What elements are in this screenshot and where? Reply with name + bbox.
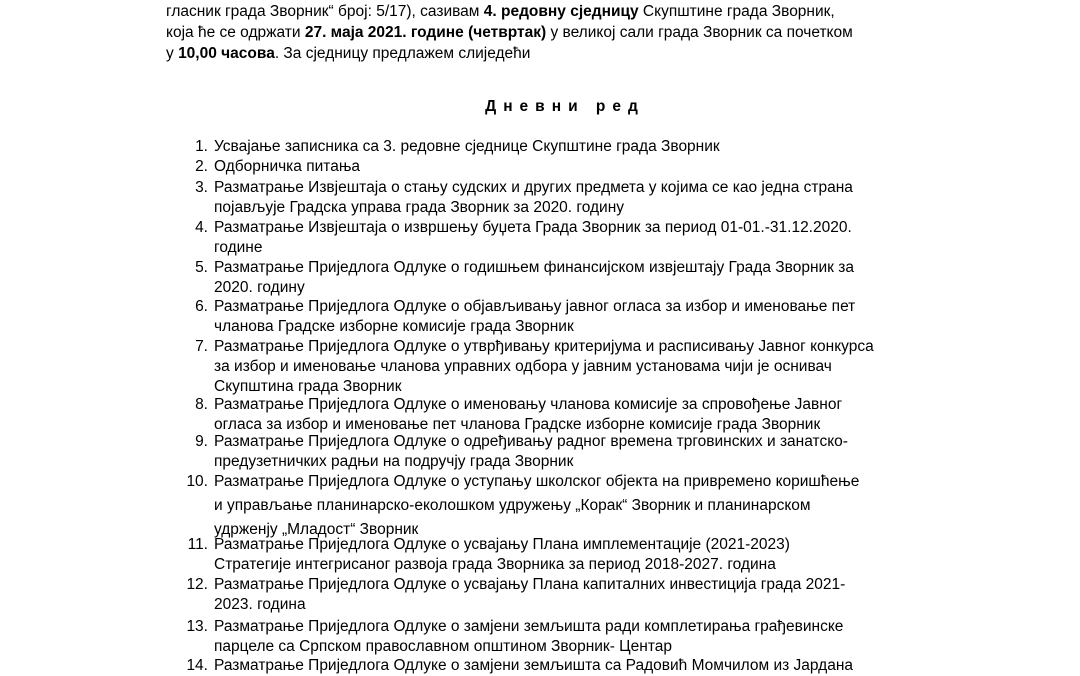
agenda-item-text <box>214 535 920 575</box>
agenda-item-line: Разматрање Приједлога Одлуке о именовању чланова комисије за спровођење Јавног <box>214 396 843 413</box>
agenda-item-text <box>214 656 920 676</box>
agenda-item-line: Разматрање Извјештаја о стању судских и других предмета у којима се као једна страна <box>214 179 853 196</box>
session-date: 27. маја 2021. године (четвртак) <box>304 24 547 41</box>
agenda-item-text <box>214 218 920 258</box>
agenda-item-line: предузетничких радњи на подручју града Зворник <box>214 453 574 470</box>
agenda-item-number: 10. <box>186 473 208 490</box>
agenda-item-line: Усвајање записника са 3. редовне сједнице Скупштине града Зворник <box>214 138 720 155</box>
agenda-item-text <box>214 137 920 157</box>
agenda-item-line: Разматрање Приједлога Одлуке о годишњем финансијском извјештају Града Зворник за <box>214 259 854 276</box>
agenda-item-line: 2023. година <box>214 596 306 613</box>
agenda-item-number: 6. <box>195 298 208 315</box>
intro-text: која ће се одржати <box>166 24 305 41</box>
agenda-item-line: чланова Градске изборне комисије града Зворник <box>214 318 574 335</box>
agenda-item-text <box>214 178 920 218</box>
agenda-item-number: 9. <box>195 433 208 450</box>
session-number: 4. редовну сједницу <box>483 3 639 20</box>
agenda-item-number: 3. <box>195 179 208 196</box>
agenda-item-line: године <box>214 239 263 256</box>
session-time: 10,00 часова <box>178 45 275 62</box>
agenda-item-line: Разматрање Извјештаја о извршењу буџета Града Зворник за период 01-01.-31.12.2020. <box>214 219 852 236</box>
agenda-item-number: 7. <box>195 338 208 355</box>
intro-text: у <box>166 45 179 62</box>
agenda-item-text <box>214 297 920 337</box>
agenda-item-text <box>214 395 920 435</box>
agenda-item-line: Разматрање Приједлога Одлуке о замјени земљишта са Радовић Момчилом из Јардана <box>214 657 854 674</box>
agenda-item-line: Разматрање Приједлога Одлуке о усвајању Плана капиталних инвестиција града 2021- <box>214 576 846 593</box>
agenda-item-line: и управљање планинарско-еколошком удружењу „Корак“ Зворник и планинарском <box>214 497 811 514</box>
agenda-item-text <box>214 617 920 657</box>
agenda-title: Дневни ред <box>485 98 645 115</box>
agenda-item-number: 11. <box>187 536 208 553</box>
agenda-item-number: 8. <box>195 396 208 413</box>
agenda-item-line: Разматрање Приједлога Одлуке о утврђивању критеријума и расписивању Јавног конкурса <box>214 338 874 355</box>
agenda-item-line: Разматрање Приједлога Одлуке о објављивању јавног огласа за избор и именовање пет <box>214 298 856 315</box>
agenda-item-text <box>214 472 920 540</box>
agenda-item-line: Разматрање Приједлога Одлуке о замјени земљишта ради комплетирања грађевинске <box>214 618 844 635</box>
intro-text: гласник града Зворник“ број: 5/17), сазивам <box>166 3 484 20</box>
agenda-item-line: удрженју „Младост“ Зворник <box>214 521 419 538</box>
agenda-item-number: 5. <box>195 259 208 276</box>
intro-text: . За сједницу предлажем слиједећи <box>274 45 531 62</box>
agenda-item-number: 12. <box>186 576 208 593</box>
agenda-item-line: 2020. годину <box>214 279 305 296</box>
agenda-item-text <box>214 575 920 615</box>
agenda-item-text <box>214 258 920 298</box>
agenda-item-number: 1. <box>195 138 208 155</box>
agenda-item-number: 13. <box>186 618 208 635</box>
agenda-item-line: парцеле са Српском православном општином Зворник- Центар <box>214 638 672 655</box>
agenda-item-number: 4. <box>195 219 208 236</box>
agenda-item-line: огласа за избор и именовање пет чланова Градске изборне комисије града Зворник <box>214 416 821 433</box>
agenda-item-line: Разматрање Приједлога Одлуке о одређивању радног времена трговинских и занатско- <box>214 433 848 450</box>
agenda-item-line: Одборничка питања <box>214 158 361 175</box>
agenda-item-line: за избор и именовање чланова управних одбора у јавним установама чији је оснивач <box>214 358 832 375</box>
agenda-item-line: Разматрање Приједлога Одлуке о усвајању Плана имплементације (2021-2023) <box>214 536 790 553</box>
agenda-item-line: Стратегије интегрисаног развоја града Зворника за период 2018-2027. година <box>214 556 776 573</box>
agenda-item-text <box>214 157 920 177</box>
agenda-item-line: појављује Градска управа града Зворник за 2020. годину <box>214 199 625 216</box>
agenda-item-number: 2. <box>195 158 208 175</box>
agenda-item-line: Разматрање Приједлога Одлуке о уступању школског објекта на привремено коришћење <box>214 473 860 490</box>
intro-text: у великој сали града Зворник са почетком <box>546 24 853 41</box>
agenda-item-number: 14. <box>186 657 208 674</box>
agenda-item-text <box>214 337 920 397</box>
agenda-item-line: Скупштина града Зворник <box>214 378 402 395</box>
intro-text: Скупштине града Зворник, <box>638 3 835 20</box>
agenda-item-text <box>214 432 920 472</box>
